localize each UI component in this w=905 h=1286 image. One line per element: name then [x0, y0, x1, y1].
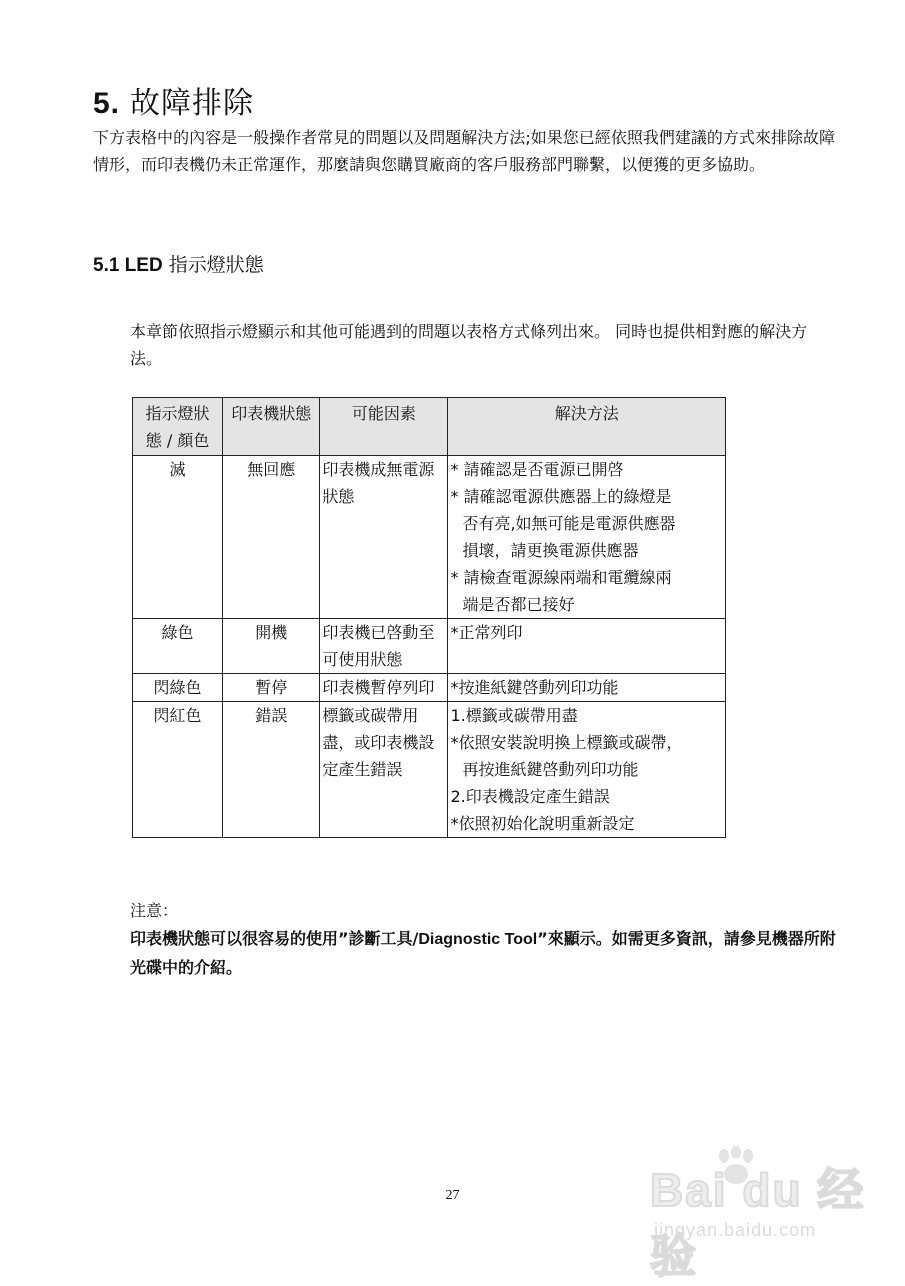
solution-line: *正常列印	[450, 623, 523, 642]
cell-printer-status: 暫停	[223, 674, 320, 702]
cell-possible-cause: 印表機成無電源狀態	[320, 456, 448, 619]
section-intro-paragraph: 本章節依照指示燈顯示和其他可能遇到的問題以表格方式條列出來。 同時也提供相對應的解決方法。	[130, 322, 808, 368]
solution-line: * 請確認電源供應器上的綠燈是	[450, 487, 672, 506]
cell-led-status: 閃綠色	[133, 674, 223, 702]
solution-line: 2.印表機設定產生錯誤	[450, 787, 610, 806]
cell-solution	[448, 456, 726, 619]
cell-possible-cause: 標籤或碳帶用盡，或印表機設定產生錯誤	[320, 702, 448, 838]
led-status-table	[132, 397, 726, 838]
solution-line: 否有亮,如無可能是電源供應器	[462, 514, 676, 533]
table-row	[133, 619, 726, 674]
cell-possible-cause: 印表機已啓動至可使用狀態	[320, 619, 448, 674]
solution-line: 再按進紙鍵啓動列印功能	[462, 760, 639, 779]
header-possible-cause: 可能因素	[320, 398, 448, 456]
chapter-heading	[93, 78, 254, 122]
watermark-url: jingyan.baidu.com	[654, 1220, 817, 1240]
solution-line: * 請確認是否電源已開啓	[450, 460, 624, 479]
table-body	[133, 456, 726, 838]
solution-line: 損壞，請更換電源供應器	[462, 541, 639, 560]
solution-line: * 請檢查電源線兩端和電纜線兩	[450, 568, 672, 587]
cell-printer-status: 開機	[223, 619, 320, 674]
chapter-intro-paragraph: 下方表格中的內容是一般操作者常見的問題以及問題解決方法;如果您已經依照我們建議的方式來排除故障情形，而印表機仍未正常運作，那麼請與您購買廠商的客戶服務部門聯繫，以便獲的更多協助。	[93, 128, 835, 174]
solution-line: 端是否都已接好	[462, 595, 575, 614]
cell-printer-status: 錯誤	[223, 702, 320, 838]
header-printer-status: 印表機狀態	[223, 398, 320, 456]
note-title: 注意：	[130, 901, 179, 920]
cell-possible-cause: 印表機暫停列印	[320, 674, 448, 702]
cell-solution	[448, 674, 726, 702]
section-title: 指示燈狀態	[168, 254, 264, 276]
table-row	[133, 456, 726, 619]
cell-solution	[448, 619, 726, 674]
table-header-row	[133, 398, 726, 456]
chapter-number: 5.	[93, 87, 121, 120]
table-row	[133, 674, 726, 702]
watermark-logo-text: Bai du 经验	[650, 1164, 866, 1282]
section-heading	[93, 250, 264, 277]
note-block	[130, 897, 840, 982]
section-number: 5.1 LED	[93, 255, 163, 276]
cell-solution	[448, 702, 726, 838]
solution-line: *依照初始化說明重新設定	[450, 814, 635, 833]
page-number: 27	[445, 1188, 460, 1203]
solution-line: *依照安裝說明換上標籤或碳帶，	[450, 733, 683, 752]
cell-led-status: 滅	[133, 456, 223, 619]
table-row	[133, 702, 726, 838]
solution-line: 1.標籤或碳帶用盡	[450, 706, 578, 725]
cell-led-status: 閃紅色	[133, 702, 223, 838]
cell-led-status: 綠色	[133, 619, 223, 674]
header-led-status: 指示燈狀 態 / 顏色	[133, 398, 223, 456]
note-body: 印表機狀態可以很容易的使用”診斷工具/Diagnostic Tool”來顯示。如需更多資訊，請參見機器所附光碟中的介紹。	[130, 929, 836, 977]
chapter-title: 故障排除	[130, 86, 255, 121]
solution-line: *按進紙鍵啓動列印功能	[450, 678, 619, 697]
cell-printer-status: 無回應	[223, 456, 320, 619]
baidu-watermark	[640, 1140, 890, 1282]
header-solution: 解決方法	[448, 398, 726, 456]
